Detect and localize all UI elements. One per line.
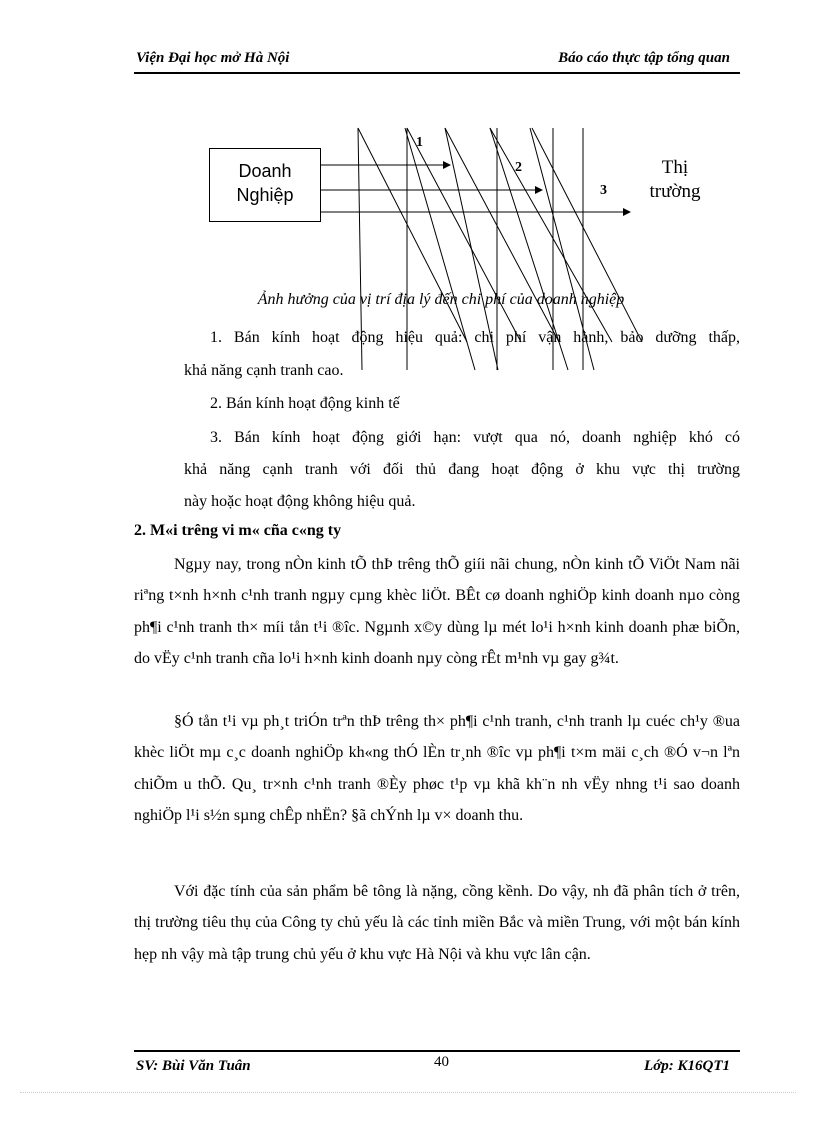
- list-item-1-line1: 1. Bán kính hoạt động hiệu quả: chi phí vận hành, bảo dưỡng thấp,: [210, 329, 740, 346]
- hatch-line: [358, 128, 467, 342]
- hatch-line: [490, 128, 612, 342]
- paragraph-3: Với đặc tính của sản phẩm bê tông là nặng, cồng kềnh. Do vậy, nh đã phân tích ở trên, thị trường tiêu thụ của Công ty chủ yếu là các tỉnh miền Bắc và miền Trung, với một bán kính hẹp nh vậy mà tập trung chủ yếu ở khu vực Hà Nội và khu vực lân cận.: [134, 883, 740, 963]
- market-label: [630, 156, 720, 204]
- diagram-caption: Ảnh hưởng của vị trí địa lý đến chi phí của doanh nghiệp: [257, 291, 625, 308]
- footer-student: SV: Bùi Văn Tuân: [136, 1058, 251, 1074]
- list-item-2: 2. Bán kính hoạt động kinh tế: [210, 395, 400, 412]
- market-line-1: Thị: [661, 157, 689, 178]
- list-item-3-line3: này hoặc hoạt động không hiệu quả.: [184, 493, 416, 510]
- page-number: 40: [434, 1054, 449, 1070]
- zone-label-1: 1: [416, 135, 423, 150]
- market-line-2: trường: [649, 181, 701, 202]
- paragraph-2: §Ó tån t¹i vµ ph¸t triÓn trªn thÞ trêng th× ph¶i c¹nh tranh, c¹nh tranh lµ cuéc ch¹y ®ua khèc liÖt mµ c¸c doanh nghiÖp kh«ng thÓ lÈn tr¸nh ®îc vµ ph¶i t×m mäi c¸ch ®Ó v¬n lªn chiÕm u thÕ. Qu¸ tr×nh c¹nh tranh ®Èy phøc t¹p vµ khã kh¨n nh vËy nhng t¹i sao doanh nghiÖp l¹i s½n sµng chÊp nhËn? §ã chÝnh lµ v× doanh thu.: [134, 713, 740, 824]
- page-edge-divider: [20, 1092, 796, 1093]
- box-line-2: Nghiệp: [236, 185, 294, 205]
- list-item-1-line2: khả năng cạnh tranh cao.: [184, 362, 344, 379]
- page-footer: [134, 1050, 740, 1074]
- zone-label-2: 2: [515, 160, 522, 175]
- hatch-line: [445, 128, 559, 342]
- header-institution: Viện Đại học mở Hà Nội: [136, 50, 290, 66]
- list-item-3-line2: khả năng cạnh tranh với đối thủ đang hoạt động ở khu vực thị trường: [184, 461, 740, 478]
- paragraph-1: Ngµy nay, trong nÒn kinh tÕ thÞ trêng thÕ giíi nãi chung, nÒn kinh tÕ ViÖt Nam nãi riªng t×nh h×nh c¹nh tranh ngµy cµng khèc liÖt. BÊt cø doanh nghiÖp kinh doanh nµo còng ph¶i c¹nh tranh th× míi tån t¹i ®îc. Ngµnh x©y dùng lµ mét lo¹i h×nh kinh doanh phæ biÕn, do vËy c¹nh tranh cña lo¹i h×nh kinh doanh nµy còng rÊt m¹nh vµ gay g¾t.: [134, 556, 740, 667]
- enterprise-box: [209, 148, 321, 222]
- hatch-line: [407, 128, 521, 342]
- zone-label-3: 3: [600, 183, 607, 198]
- section-heading: 2. M«i trêng vi m« cña c«ng ty: [134, 522, 342, 539]
- footer-class: Lớp: K16QT1: [644, 1058, 730, 1074]
- box-line-1: Doanh: [238, 161, 292, 181]
- list-item-3-line1: 3. Bán kính hoạt động giới hạn: vượt qua nó, doanh nghiệp khó có: [210, 429, 740, 446]
- header-report-title: Báo cáo thực tập tổng quan: [558, 50, 730, 66]
